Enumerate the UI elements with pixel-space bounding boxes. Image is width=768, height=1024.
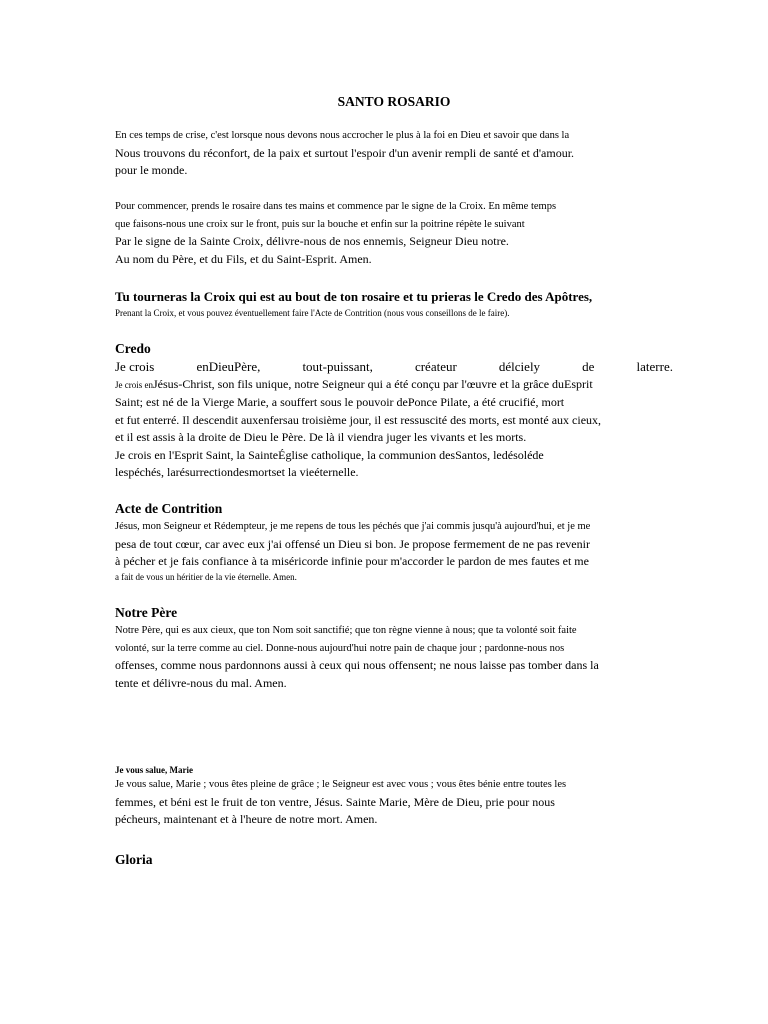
intro-line: En ces temps de crise, c'est lorsque nous devons nous accrocher le plus à la foi en Dieu et savoir que dans la — [115, 130, 570, 141]
contrition-line: pesa de tout cœur, car avec eux j'ai offensé un Dieu si bon. Je propose fermement de ne pas revenir — [115, 536, 590, 551]
contrition-line: a fait de vous un héritier de la vie éternelle. Amen. — [115, 571, 297, 582]
credo-word: tout-puissant, — [302, 359, 373, 374]
credo-section — [115, 340, 673, 482]
credo-word: laterre. — [636, 359, 673, 374]
credo-line: et fut enterré. Il descendit auxenfersau troisième jour, il est ressuscité des morts, est monté aux cieux, — [115, 412, 602, 427]
sign-of-cross-line: Pour commencer, prends le rosaire dans tes mains et commence par le signe de la Croix. En même temps — [115, 201, 557, 212]
our-father-section — [115, 604, 673, 692]
hail-mary-heading: Je vous salue, Marie — [115, 765, 193, 775]
credo-line: Saint; est né de la Vierge Marie, a souffert sous le pouvoir dePonce Pilate, a été crucifié, mort — [115, 395, 565, 409]
document-title: SANTO ROSARIO — [337, 94, 451, 109]
contrition-heading: Acte de Contrition — [115, 501, 223, 516]
our-father-heading: Notre Père — [115, 605, 178, 620]
document-page — [115, 0, 673, 1024]
intro-line: Nous trouvons du réconfort, de la paix et surtout l'espoir d'un avenir rempli de santé et d'amour. — [115, 145, 575, 160]
credo-first-line — [115, 358, 673, 376]
contrition-line: à pécher et je fais confiance à ta miséricorde infinie pour m'accorder le pardon de mes fautes et me — [115, 554, 589, 568]
credo-heading: Credo — [115, 341, 151, 356]
credo-line-rest: Jésus-Christ, son fils unique, notre Seigneur qui a été conçu par l'œuvre et la grâce duEsprit — [153, 376, 593, 391]
credo-word: enDieuPère, — [196, 359, 261, 374]
hail-mary-section — [115, 764, 673, 829]
sign-of-cross-line: que faisons-nous une croix sur le front, puis sur la bouche et enfin sur la poitrine répète le suivant — [115, 218, 525, 230]
our-father-line: tente et délivre-nous du mal. Amen. — [115, 675, 287, 690]
hail-mary-line: pécheurs, maintenant et à l'heure de notre mort. Amen. — [115, 812, 378, 826]
hail-mary-line: Je vous salue, Marie ; vous êtes pleine de grâce ; le Seigneur est avec vous ; vous êtes bénie entre toutes les — [115, 779, 567, 790]
credo-word: de — [582, 359, 595, 374]
creed-instruction-heading: Tu tourneras la Croix qui est au bout de ton rosaire et tu prieras le Credo des Apôtres, — [115, 289, 593, 304]
creed-instruction-note: Prenant la Croix, et vous pouvez éventuellement faire l'Acte de Contrition (nous vous conseillons de le faire). — [115, 308, 510, 318]
intro-line: pour le monde. — [115, 163, 188, 177]
creed-instruction — [115, 288, 673, 323]
contrition-section — [115, 500, 673, 584]
our-father-line: Notre Père, qui es aux cieux, que ton Nom soit sanctifié; que ton règne vienne à nous; que ta volonté soit faite — [115, 625, 577, 636]
credo-line: et il est assis à la droite de Dieu le Père. De là il viendra juger les vivants et les morts. — [115, 430, 527, 444]
sign-of-cross-paragraph — [115, 198, 673, 268]
our-father-line: offenses, comme nous pardonnons aussi à ceux qui nous offensent; ne nous laisse pas tomber dans la — [115, 658, 599, 672]
gloria-section — [115, 851, 673, 869]
credo-word: délciely — [498, 359, 541, 374]
intro-paragraph — [115, 127, 673, 180]
credo-line: Je crois en l'Esprit Saint, la SainteÉglise catholique, la communion desSantos, ledésoléde — [115, 447, 544, 462]
our-father-line: volonté, sur la terre comme au ciel. Donne-nous aujourd'hui notre pain de chaque jour ; pardonne-nous nos — [115, 642, 565, 654]
credo-word: créateur — [414, 359, 457, 374]
contrition-line: Jésus, mon Seigneur et Rédempteur, je me repens de tous les péchés que j'ai commis jusqu'à aujourd'hui, et je me — [115, 521, 591, 532]
credo-line: lespéchés, larésurrectiondesmortset la vieéternelle. — [115, 465, 359, 479]
sign-of-cross-line: Au nom du Père, et du Fils, et du Saint-Esprit. Amen. — [115, 251, 372, 266]
credo-small-prefix: Je crois en — [115, 379, 153, 390]
sign-of-cross-line: Par le signe de la Sainte Croix, délivre-nous de nos ennemis, Seigneur Dieu notre. — [115, 234, 509, 248]
hail-mary-line: femmes, et béni est le fruit de ton ventre, Jésus. Sainte Marie, Mère de Dieu, prie pour nous — [115, 794, 555, 809]
gloria-heading: Gloria — [115, 852, 153, 867]
credo-line — [115, 376, 673, 395]
credo-word: Je crois — [115, 359, 155, 374]
